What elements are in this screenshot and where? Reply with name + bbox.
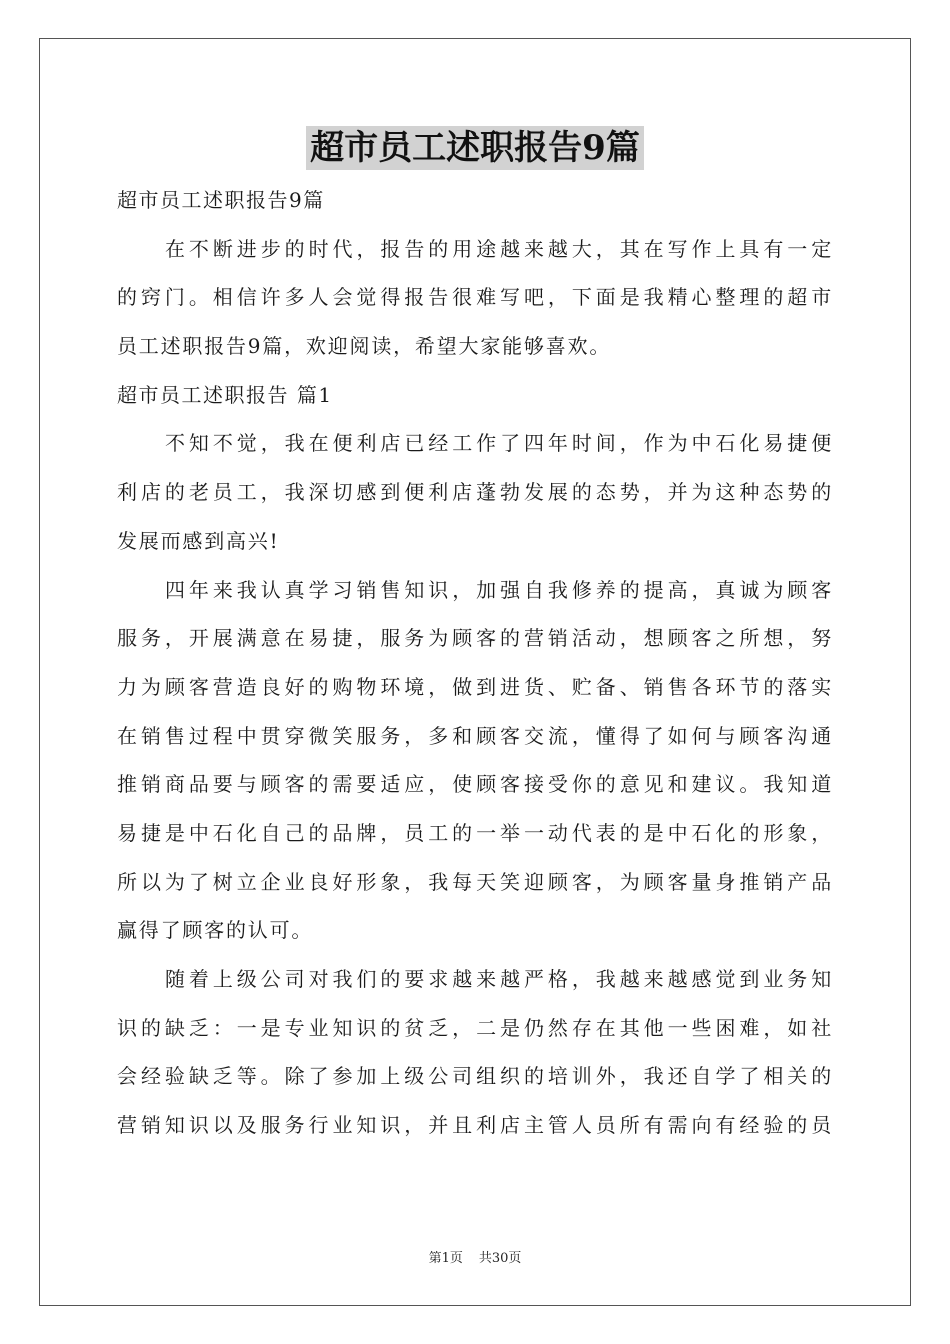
document-title: 超市员工述职报告9篇	[306, 126, 644, 170]
paragraph-line: 赢得了顾客的认可。	[117, 918, 314, 943]
paragraph-line: 发展而感到高兴!	[117, 528, 280, 553]
paragraph-line: 会经验缺乏等。除了参加上级公司组织的培训外，我还自学了相关的	[117, 1064, 833, 1089]
paragraph-line: 的窍门。相信许多人会觉得报告很难写吧，下面是我精心整理的超市	[117, 285, 833, 310]
page-total: 共30页	[478, 1251, 522, 1266]
paragraph-line: 服务，开展满意在易捷，服务为顾客的营销活动，想顾客之所想，努	[117, 626, 833, 651]
paragraph-line: 不知不觉，我在便利店已经工作了四年时间，作为中石化易捷便	[165, 431, 833, 456]
paragraph-line: 易捷是中石化自己的品牌，员工的一举一动代表的是中石化的形象，	[117, 820, 833, 845]
paragraph-line: 随着上级公司对我们的要求越来越严格，我越来越感觉到业务知	[165, 967, 833, 991]
document-body	[117, 176, 833, 1150]
paragraph-line: 识的缺乏：一是专业知识的贫乏，二是仍然存在其他一些困难，如社	[117, 1015, 833, 1040]
paragraph-line: 利店的老员工，我深切感到便利店蓬勃发展的态势，并为这种态势的	[117, 480, 833, 505]
page-footer	[0, 1247, 950, 1266]
paragraph-line: 力为顾客营造良好的购物环境，做到进货、贮备、销售各环节的落实	[117, 674, 833, 699]
section-heading: 超市员工述职报告 篇1	[117, 382, 333, 407]
paragraph-line: 在销售过程中贯穿微笑服务，多和顾客交流，懂得了如何与顾客沟通	[117, 723, 833, 748]
page-number: 第1页	[428, 1251, 463, 1266]
paragraph-line: 四年来我认真学习销售知识，加强自我修养的提高，真诚为顾客	[165, 577, 833, 602]
paragraph-line: 在不断进步的时代，报告的用途越来越大，其在写作上具有一定	[165, 236, 833, 261]
paragraph-line: 营销知识以及服务行业知识，并且利店主管人员所有需向有经验的员	[117, 1113, 833, 1138]
paragraph-line: 员工述职报告9篇，欢迎阅读，希望大家能够喜欢。	[117, 334, 612, 359]
section-heading: 超市员工述职报告9篇	[117, 188, 325, 212]
title-container	[0, 126, 950, 170]
paragraph-line: 所以为了树立企业良好形象，我每天笑迎顾客，为顾客量身推销产品	[117, 869, 833, 894]
paragraph-line: 推销商品要与顾客的需要适应，使顾客接受你的意见和建议。我知道	[117, 772, 833, 797]
